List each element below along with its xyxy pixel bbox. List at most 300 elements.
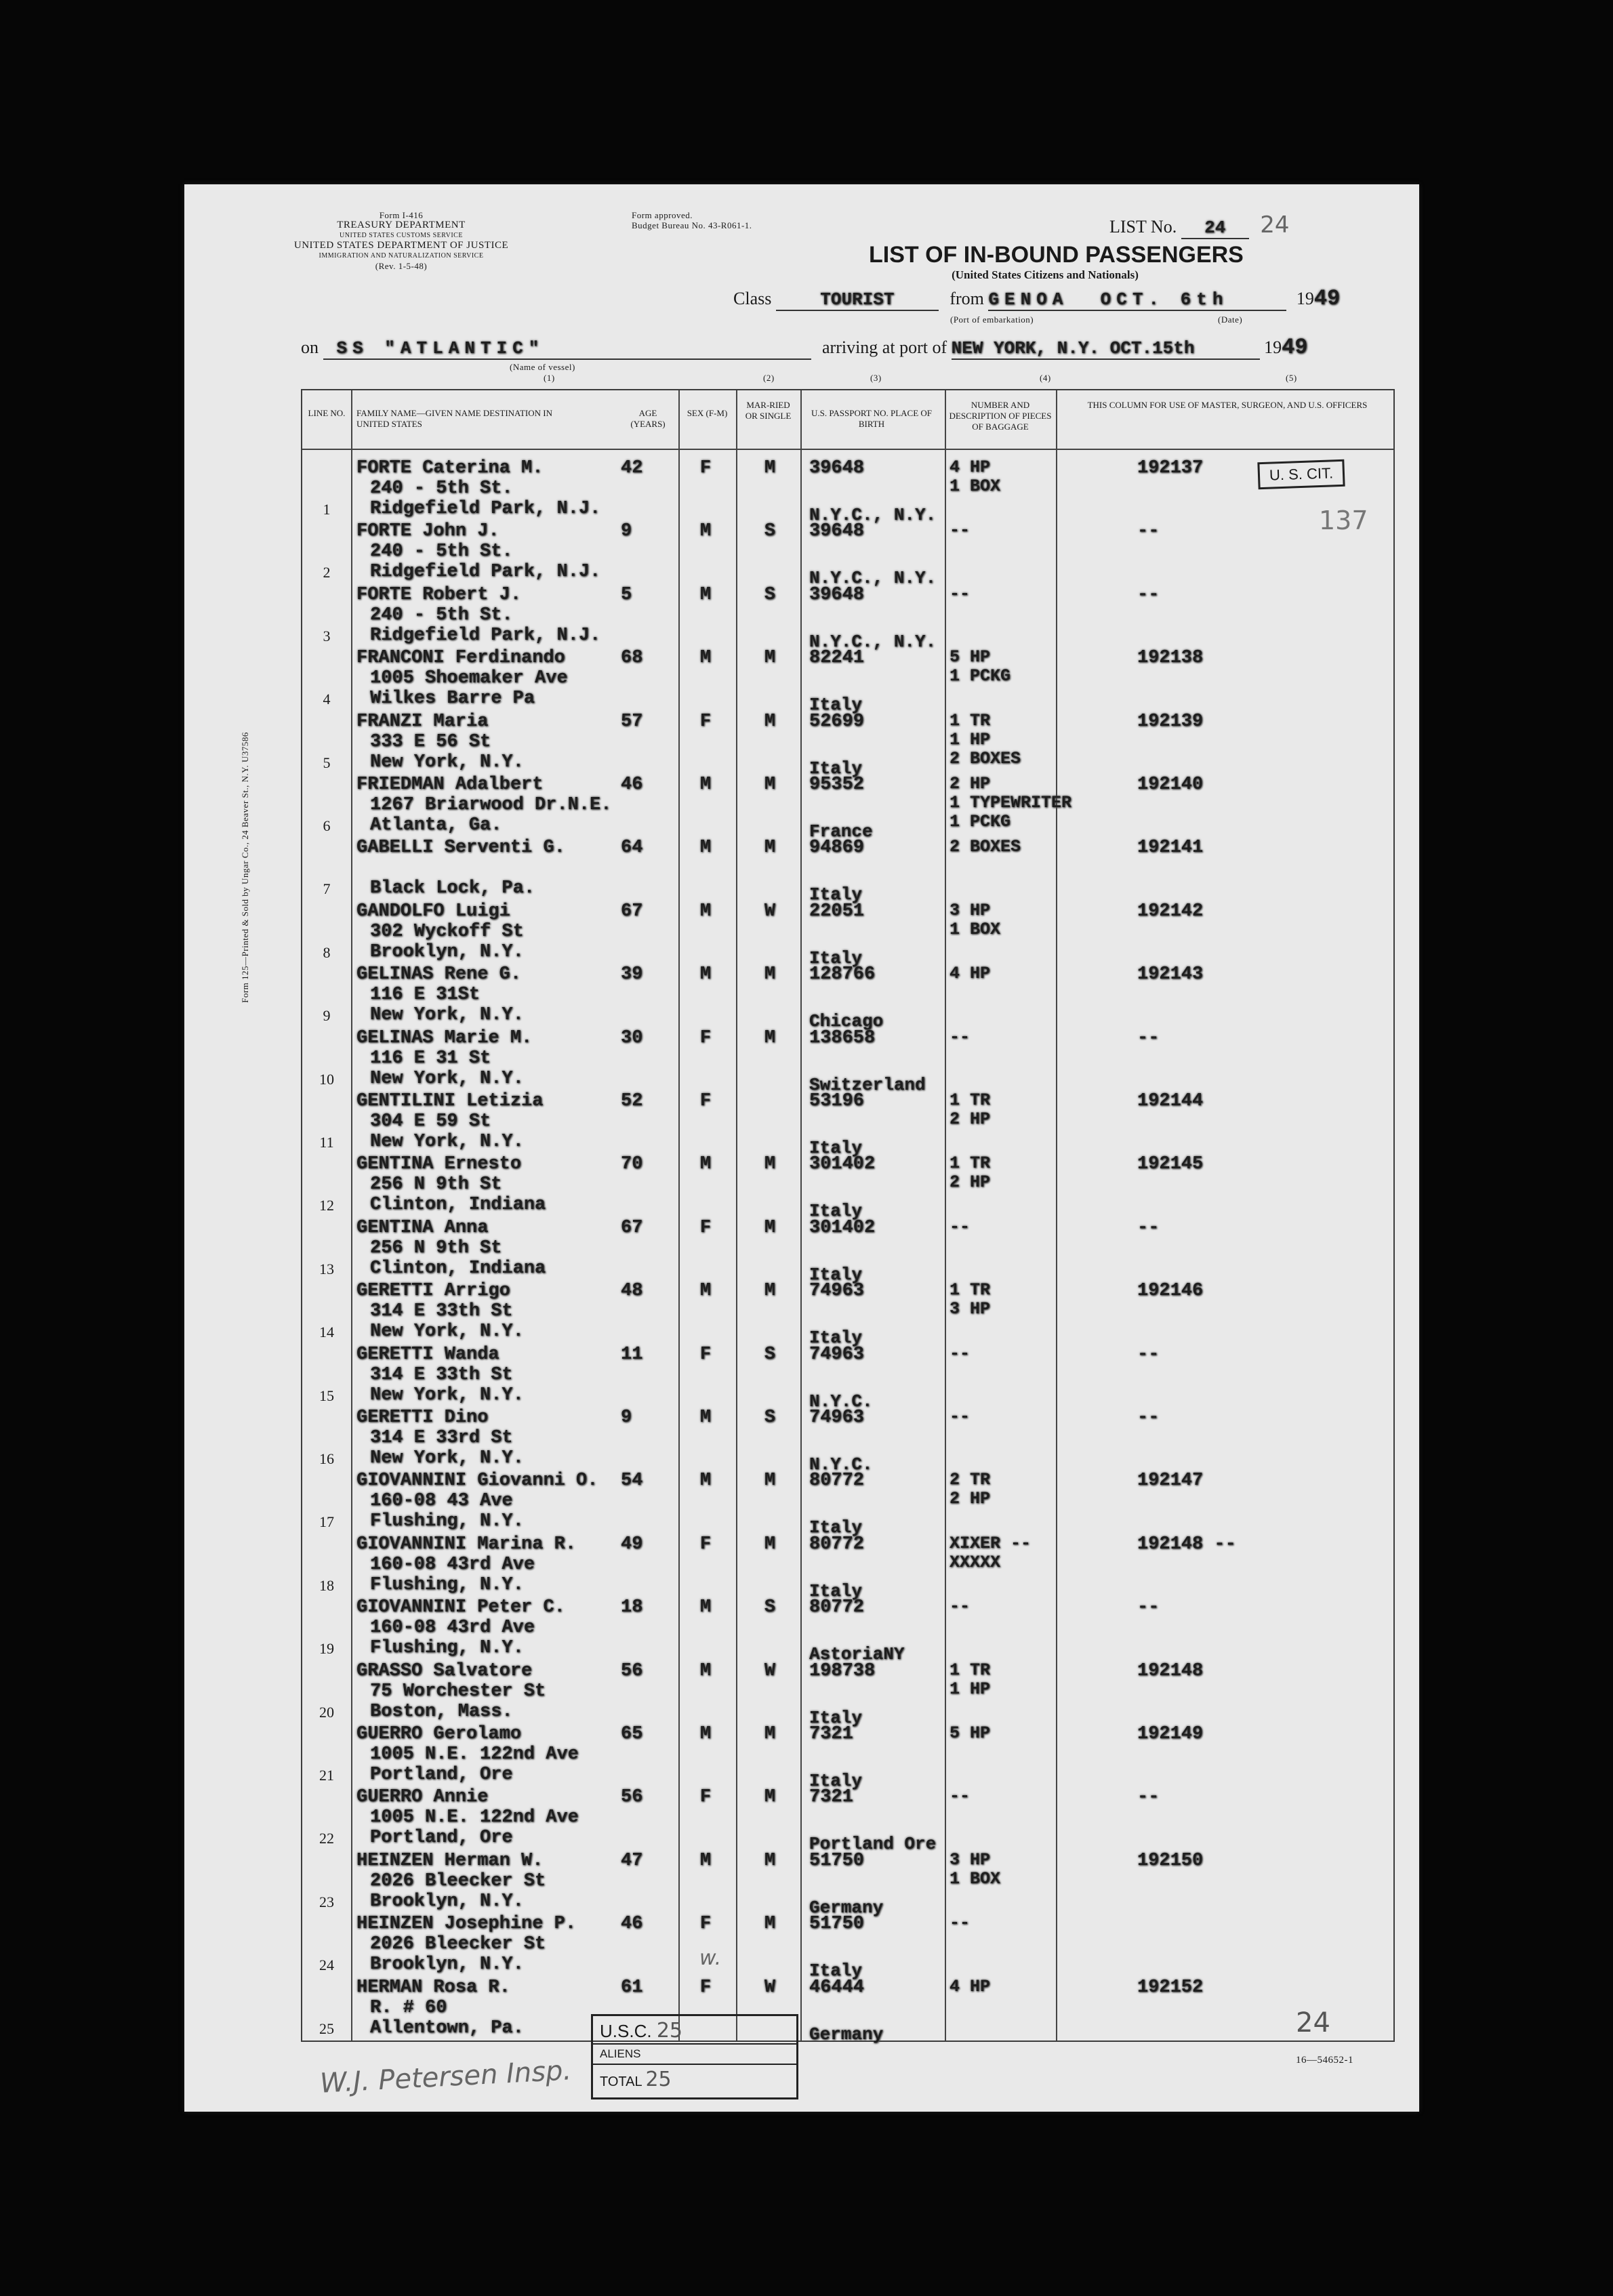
passenger-sex: F xyxy=(699,1344,712,1365)
passenger-name: GIOVANNINI Marina R. xyxy=(356,1534,577,1555)
passenger-name-block xyxy=(356,458,600,519)
officer-number: 192146 xyxy=(1137,1281,1204,1302)
passenger-age: 65 xyxy=(621,1724,643,1744)
marital-status: M xyxy=(764,1154,776,1175)
year-prefix-1: 19 xyxy=(1296,289,1314,308)
marital-status: S xyxy=(764,1597,776,1618)
table-row xyxy=(302,1533,1393,1601)
passenger-sex: M xyxy=(699,1471,712,1492)
marital-status: M xyxy=(764,838,776,859)
line-number: 11 xyxy=(319,1134,334,1151)
list-label: LIST No. xyxy=(1109,217,1177,237)
passport-number: 39648 xyxy=(809,584,865,605)
table-row xyxy=(302,963,1393,1032)
marital-status: W xyxy=(764,901,776,922)
vessel-value: SS "ATLANTIC" xyxy=(323,338,811,360)
passenger-sex: M xyxy=(699,775,712,795)
form-revision: (Rev. 1-5-48) xyxy=(375,261,428,271)
officer-number: 192140 xyxy=(1137,775,1204,795)
table-row xyxy=(302,520,1393,589)
passenger-age: 70 xyxy=(621,1154,643,1175)
date-caption: (Date) xyxy=(1218,314,1243,325)
passenger-name-block xyxy=(356,775,611,836)
table-row xyxy=(302,1469,1393,1538)
line-number: 23 xyxy=(319,1893,334,1910)
passenger-sex: M xyxy=(699,584,712,605)
passenger-name: FRANZI Maria xyxy=(356,711,489,732)
address-street: 2026 Bleecker St xyxy=(370,1870,546,1891)
baggage-description: 2 BOXES xyxy=(950,837,1021,857)
passenger-sex: F xyxy=(699,1534,712,1555)
passport-number: 7321 xyxy=(809,1724,853,1744)
address-city: Ridgefield Park, N.J. xyxy=(370,562,601,583)
officer-number: 192148 xyxy=(1137,1660,1204,1681)
table-row xyxy=(302,1786,1393,1855)
form-code: 16—54652-1 xyxy=(1296,2055,1353,2066)
baggage-description: 2 HP 1 TYPEWRITER 1 PCKG xyxy=(950,774,1072,832)
year-prefix-2: 19 xyxy=(1264,337,1282,357)
officer-number: -- xyxy=(1137,1344,1160,1365)
passenger-sex: M xyxy=(699,964,712,985)
baggage-description: 1 TR 1 HP 2 BOXES xyxy=(950,710,1021,768)
officer-number: -- xyxy=(1137,1217,1160,1238)
dept-customs: UNITED STATES CUSTOMS SERVICE xyxy=(340,232,463,239)
us-cit-stamp: U. S. CIT. xyxy=(1257,459,1345,489)
passenger-name: GERETTI Dino xyxy=(356,1408,489,1428)
baggage-description: 1 TR 1 HP xyxy=(950,1660,991,1699)
passport-number: 22051 xyxy=(809,901,865,922)
passenger-name: GABELLI Serventi G. xyxy=(356,838,565,859)
passenger-sex: F xyxy=(699,1091,712,1111)
address-city: Flushing, N.Y. xyxy=(370,1511,524,1532)
line-number: 14 xyxy=(319,1324,334,1341)
passport-number: 80772 xyxy=(809,1471,865,1492)
address-city: Brooklyn, N.Y. xyxy=(370,1954,524,1975)
baggage-description: 1 TR 2 HP xyxy=(950,1090,991,1129)
total-label: TOTAL xyxy=(600,2074,642,2089)
marital-status: M xyxy=(764,1281,776,1302)
address-street: 240 - 5th St. xyxy=(370,478,513,499)
list-handwritten: 24 xyxy=(1260,211,1290,239)
address-city: Flushing, N.Y. xyxy=(370,1638,524,1659)
passenger-name-block xyxy=(356,521,600,582)
table-row xyxy=(302,710,1393,779)
address-street: 314 E 33rd St xyxy=(370,1428,513,1448)
passport-number: 7321 xyxy=(809,1787,853,1808)
table-row xyxy=(302,1090,1393,1158)
officer-number: 192139 xyxy=(1137,711,1204,732)
passport-number: 80772 xyxy=(809,1597,865,1618)
passenger-sex: M xyxy=(699,1850,712,1871)
address-city: New York, N.Y. xyxy=(370,1385,524,1406)
passenger-name: GENTILINI Letizia xyxy=(356,1091,544,1111)
place-of-birth: France xyxy=(809,821,873,842)
line-number: 2 xyxy=(323,564,331,581)
place-of-birth: Italy xyxy=(809,758,863,779)
passenger-name-block xyxy=(356,1851,546,1912)
address-street: 304 E 59 St xyxy=(370,1111,491,1132)
marital-status: M xyxy=(764,1850,776,1871)
marital-status: M xyxy=(764,964,776,985)
marital-status: M xyxy=(764,1787,776,1808)
line-number: 21 xyxy=(319,1767,334,1784)
line-number: 5 xyxy=(323,754,331,771)
address-city: New York, N.Y. xyxy=(370,1005,524,1026)
officer-number: -- xyxy=(1137,1597,1160,1618)
table-row xyxy=(302,1406,1393,1475)
passport-number: 138658 xyxy=(809,1027,876,1048)
marital-status: W xyxy=(764,1977,776,1998)
passenger-sex: M xyxy=(699,838,712,859)
place-of-birth: Italy xyxy=(809,884,863,905)
passenger-name-block xyxy=(356,1028,532,1089)
passenger-sex: M xyxy=(699,648,712,669)
passenger-name: HERMAN Rosa R. xyxy=(356,1977,510,1998)
port-embarkation-caption: (Port of embarkation) xyxy=(950,314,1034,325)
line-number: 19 xyxy=(319,1640,334,1658)
place-of-birth: N.Y.C., N.Y. xyxy=(809,505,937,525)
col-number-5: (5) xyxy=(1286,373,1297,383)
officer-number: -- xyxy=(1137,1787,1160,1808)
passenger-age: 52 xyxy=(621,1091,643,1111)
table-row xyxy=(302,836,1393,905)
passport-number: 74963 xyxy=(809,1344,865,1365)
marital-status: W xyxy=(764,1660,776,1681)
arriving-value: NEW YORK, N.Y. OCT.15th xyxy=(952,338,1260,360)
from-label: from xyxy=(950,289,984,308)
arriving-label: arriving at port of xyxy=(822,337,947,357)
place-of-birth: N.Y.C. xyxy=(809,1454,873,1475)
address-city: New York, N.Y. xyxy=(370,1068,524,1089)
address-city: Atlanta, Ga. xyxy=(370,815,502,836)
passenger-age: 9 xyxy=(621,521,632,542)
baggage-description: -- xyxy=(950,1913,971,1933)
usc-label: U.S.C. xyxy=(600,2021,652,2041)
address-street: 75 Worchester St xyxy=(370,1681,546,1702)
manifest-table xyxy=(301,389,1395,2045)
place-of-birth: Italy xyxy=(809,1517,863,1538)
table-row xyxy=(302,1153,1393,1222)
passenger-manifest-page xyxy=(184,184,1419,2112)
table-row xyxy=(302,1660,1393,1728)
address-street: 314 E 33th St xyxy=(370,1301,513,1322)
passenger-name: FORTE Robert J. xyxy=(356,584,522,605)
table-row xyxy=(302,1976,1393,2045)
passenger-name-block xyxy=(356,1787,579,1848)
passport-number: 198738 xyxy=(809,1660,876,1681)
passport-number: 52699 xyxy=(809,711,865,732)
baggage-description: -- xyxy=(950,1343,971,1364)
passenger-name: GELINAS Rene G. xyxy=(356,964,522,985)
baggage-description: 2 TR 2 HP xyxy=(950,1470,991,1509)
handwritten-initials: w. xyxy=(699,1946,722,1970)
baggage-description: XIXER -- XXXXX xyxy=(950,1533,1032,1572)
line-number: 8 xyxy=(323,943,331,961)
form-approved: Form approved. xyxy=(632,210,693,220)
baggage-description: 5 HP xyxy=(950,1723,991,1743)
total-value: 25 xyxy=(645,2068,672,2091)
table-row xyxy=(302,583,1393,652)
passenger-age: 11 xyxy=(621,1344,643,1365)
place-of-birth: Chicago xyxy=(809,1011,884,1032)
officer-number: 192147 xyxy=(1137,1471,1204,1492)
col-header-age: AGE (YEARS) xyxy=(630,408,666,429)
place-of-birth: Italy xyxy=(809,695,863,716)
passport-number: 301402 xyxy=(809,1154,876,1175)
place-of-birth: Italy xyxy=(809,1580,863,1601)
passport-number: 80772 xyxy=(809,1534,865,1555)
place-of-birth: Italy xyxy=(809,1264,863,1285)
passenger-sex: M xyxy=(699,1660,712,1681)
line-number: 7 xyxy=(323,880,331,898)
line-number: 22 xyxy=(319,1830,334,1847)
passport-number: 39648 xyxy=(809,458,865,478)
passenger-name-block xyxy=(356,648,568,709)
place-of-birth: N.Y.C., N.Y. xyxy=(809,631,937,652)
passenger-name-block xyxy=(356,1218,546,1279)
passenger-age: 68 xyxy=(621,648,643,669)
line-number: 13 xyxy=(319,1260,334,1277)
baggage-description: 5 HP 1 PCKG xyxy=(950,647,1011,686)
address-street: 256 N 9th St xyxy=(370,1174,502,1195)
baggage-description: -- xyxy=(950,1786,971,1807)
passenger-name-block xyxy=(356,1471,598,1532)
officer-number: -- xyxy=(1137,584,1160,605)
passenger-age: 47 xyxy=(621,1850,643,1871)
passenger-sex: F xyxy=(699,1217,712,1238)
officer-number: -- xyxy=(1137,1408,1160,1428)
passenger-name-block xyxy=(356,585,600,646)
address-city: Clinton, Indiana xyxy=(370,1195,546,1216)
passport-number: 74963 xyxy=(809,1408,865,1428)
address-street: 160-08 43 Ave xyxy=(370,1491,513,1512)
col-header-baggage: NUMBER AND DESCRIPTION OF PIECES OF BAGGAGE xyxy=(949,400,1052,432)
table-row xyxy=(302,1343,1393,1412)
col-number-2: (2) xyxy=(763,373,775,383)
address-city: Black Lock, Pa. xyxy=(370,878,535,899)
place-of-birth: Italy xyxy=(809,1961,863,1982)
address-street: 160-08 43rd Ave xyxy=(370,1618,535,1639)
line-number: 20 xyxy=(319,1703,334,1721)
passenger-name: GANDOLFO Luigi xyxy=(356,901,510,922)
officer-number: 192150 xyxy=(1137,1850,1204,1871)
passenger-sex: M xyxy=(699,1281,712,1302)
place-of-birth: AstoriaNY xyxy=(809,1644,905,1665)
line-number: 24 xyxy=(319,1956,334,1974)
passenger-name: GENTINA Ernesto xyxy=(356,1154,522,1175)
address-city: Boston, Mass. xyxy=(370,1701,513,1722)
passenger-name: GRASSO Salvatore xyxy=(356,1660,533,1681)
baggage-description: 3 HP 1 BOX xyxy=(950,1849,1001,1889)
passenger-name-block xyxy=(356,1534,576,1595)
baggage-description: 3 HP 1 BOX xyxy=(950,900,1001,939)
table-row xyxy=(302,1849,1393,1918)
address-city: Ridgefield Park, N.J. xyxy=(370,499,601,519)
passport-number: 53196 xyxy=(809,1091,865,1111)
passenger-name: HEINZEN Herman W. xyxy=(356,1850,544,1871)
address-street: 1005 N.E. 122nd Ave xyxy=(370,1807,579,1828)
class-value: TOURIST xyxy=(776,289,939,311)
passenger-name: FRIEDMAN Adalbert xyxy=(356,775,544,795)
passenger-sex: M xyxy=(699,1154,712,1175)
address-street: 160-08 43rd Ave xyxy=(370,1554,535,1575)
address-street: 240 - 5th St. xyxy=(370,604,513,626)
line-number: 25 xyxy=(319,2020,334,2037)
passenger-age: 5 xyxy=(621,584,632,605)
form-approval xyxy=(632,210,752,230)
officer-number: 192145 xyxy=(1137,1154,1204,1175)
col-header-line: LINE NO. xyxy=(308,408,346,418)
address-city: Allentown, Pa. xyxy=(370,2017,524,2038)
baggage-description: -- xyxy=(950,520,971,541)
address-city: Brooklyn, N.Y. xyxy=(370,1891,524,1912)
printer-side-text: Form 125—Printed & Sold by Ungar Co., 24 Beaver St., N.Y. U37586 xyxy=(240,732,250,1003)
address-city: Clinton, Indiana xyxy=(370,1258,546,1279)
passenger-name: GIOVANNINI Giovanni O. xyxy=(356,1471,598,1492)
passenger-name-block xyxy=(356,712,524,773)
place-of-birth: Italy xyxy=(809,1328,863,1349)
address-city: Ridgefield Park, N.J. xyxy=(370,625,601,646)
baggage-description: 1 TR 3 HP xyxy=(950,1280,991,1319)
passenger-name: GERETTI Arrigo xyxy=(356,1281,510,1302)
passenger-name: GUERRO Gerolamo xyxy=(356,1724,522,1744)
year-value-1: 49 xyxy=(1313,286,1341,311)
marital-status: M xyxy=(764,1471,776,1492)
line-number: 18 xyxy=(319,1576,334,1594)
col-number-4: (4) xyxy=(1040,373,1051,383)
baggage-description: -- xyxy=(950,1216,971,1237)
passport-number: 46444 xyxy=(809,1977,865,1998)
address-street: 1005 Shoemaker Ave xyxy=(370,668,568,689)
aliens-label: ALIENS xyxy=(600,2047,641,2060)
marital-status: S xyxy=(764,584,776,605)
passenger-sex: F xyxy=(699,1977,712,1998)
line-number: 6 xyxy=(323,817,331,834)
marital-status: M xyxy=(764,648,776,669)
passport-number: 51750 xyxy=(809,1850,865,1871)
address-city: New York, N.Y. xyxy=(370,1321,524,1342)
passenger-name: FRANCONI Ferdinando xyxy=(356,648,565,669)
document-subtitle: (United States Citizens and Nationals) xyxy=(952,268,1139,281)
place-of-birth: Italy xyxy=(809,1201,863,1222)
officer-number: -- xyxy=(1137,1027,1160,1048)
passenger-name: GERETTI Wanda xyxy=(356,1344,499,1365)
passenger-age: 18 xyxy=(621,1597,643,1618)
marital-status: M xyxy=(764,1534,776,1555)
passenger-age: 67 xyxy=(621,901,643,922)
address-street: 2026 Bleecker St xyxy=(370,1934,546,1955)
address-city: Wilkes Barre Pa xyxy=(370,689,535,710)
passenger-name: GUERRO Annie xyxy=(356,1787,489,1808)
table-row xyxy=(302,1279,1393,1349)
passenger-name-block xyxy=(356,1345,524,1406)
line-number: 4 xyxy=(323,691,331,708)
table-row xyxy=(302,1027,1393,1095)
table-row xyxy=(302,900,1393,968)
line-number: 12 xyxy=(319,1197,334,1214)
passenger-name: FORTE John J. xyxy=(356,521,499,542)
form-header-left xyxy=(286,210,516,271)
line-number: 10 xyxy=(319,1070,334,1088)
marital-status: M xyxy=(764,1027,776,1048)
baggage-description: 1 TR 2 HP xyxy=(950,1153,991,1193)
table-row xyxy=(302,1596,1393,1665)
class-line xyxy=(733,286,1340,311)
passport-number: 82241 xyxy=(809,648,865,669)
passport-number: 51750 xyxy=(809,1914,865,1935)
officer-number: 192149 xyxy=(1137,1724,1204,1744)
address-street: 240 - 5th St. xyxy=(370,541,513,562)
passenger-age: 57 xyxy=(621,711,643,732)
dept-ins: IMMIGRATION AND NATURALIZATION SERVICE xyxy=(319,252,484,260)
passenger-name-block xyxy=(356,1281,524,1342)
address-street: 116 E 31St xyxy=(370,985,481,1006)
officer-number: 192148 -- xyxy=(1137,1534,1236,1555)
passenger-age: 56 xyxy=(621,1787,643,1808)
passenger-sex: F xyxy=(699,711,712,732)
baggage-description: 4 HP xyxy=(950,1976,991,1996)
address-street: 333 E 56 St xyxy=(370,731,491,752)
place-of-birth: Switzerland xyxy=(809,1074,926,1095)
inspector-signature: W.J. Petersen Insp. xyxy=(319,2055,573,2099)
passenger-age: 61 xyxy=(621,1977,643,1998)
line-number: 15 xyxy=(319,1387,334,1404)
passenger-age: 64 xyxy=(621,838,643,859)
line-number: 1 xyxy=(323,501,331,518)
passenger-sex: F xyxy=(699,458,712,478)
passenger-name-block xyxy=(356,1724,579,1785)
passenger-name-block xyxy=(356,1977,524,2038)
col-header-married: MAR-RIED OR SINGLE xyxy=(745,400,792,421)
col-number-1: (1) xyxy=(544,373,555,383)
line-number: 3 xyxy=(323,627,331,644)
address-street: 116 E 31 St xyxy=(370,1048,491,1069)
table-row xyxy=(302,457,1393,525)
passenger-sex: M xyxy=(699,901,712,922)
passenger-age: 54 xyxy=(621,1471,643,1492)
table-row xyxy=(302,647,1393,716)
address-city: Brooklyn, N.Y. xyxy=(370,941,524,962)
address-city: Portland, Ore xyxy=(370,1765,513,1785)
from-date: OCT. 6th xyxy=(1100,289,1229,310)
address-street: 314 E 33th St xyxy=(370,1364,513,1385)
line-number: 9 xyxy=(323,1007,331,1025)
baggage-description: -- xyxy=(950,1597,971,1617)
officer-number: 192152 xyxy=(1137,1977,1204,1998)
address-street: 1005 N.E. 122nd Ave xyxy=(370,1744,579,1765)
passenger-age: 30 xyxy=(621,1027,643,1048)
passenger-age: 46 xyxy=(621,775,643,795)
passport-number: 301402 xyxy=(809,1217,876,1238)
baggage-description: -- xyxy=(950,583,971,604)
place-of-birth: Italy xyxy=(809,947,863,968)
marital-status: M xyxy=(764,1914,776,1935)
place-of-birth: N.Y.C. xyxy=(809,1391,873,1412)
place-of-birth: Italy xyxy=(809,1707,863,1728)
totals-stamp xyxy=(591,2014,798,2099)
table-row xyxy=(302,1912,1393,1982)
passenger-sex: F xyxy=(699,1027,712,1048)
address-street: 256 N 9th St xyxy=(370,1237,502,1258)
address-city: Flushing, N.Y. xyxy=(370,1574,524,1595)
passenger-name: FORTE Caterina M. xyxy=(356,458,544,478)
vessel-line xyxy=(301,335,1308,360)
col-header-name: FAMILY NAME—GIVEN NAME DESTINATION IN UNITED STATES xyxy=(356,408,553,429)
place-of-birth: Italy xyxy=(809,1771,863,1791)
passenger-age: 67 xyxy=(621,1217,643,1238)
passenger-age: 56 xyxy=(621,1660,643,1681)
marital-status: M xyxy=(764,1724,776,1744)
